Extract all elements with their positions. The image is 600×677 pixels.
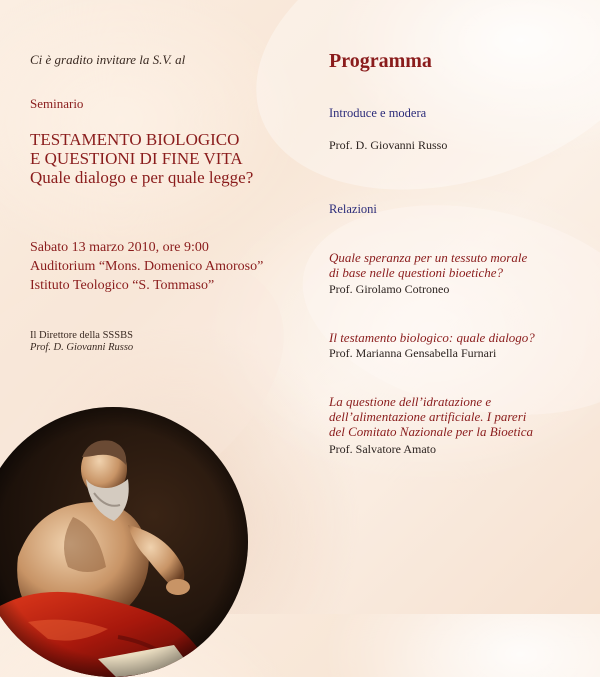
- event-date: Sabato 13 marzo 2010, ore 9:00: [30, 240, 209, 255]
- talk-title-line: di base nelle questioni bioetiche?: [329, 265, 504, 280]
- talk-speaker: Prof. Salvatore Amato: [329, 442, 436, 456]
- talks-label: Relazioni: [329, 202, 377, 216]
- seminar-label: Seminario: [30, 96, 84, 111]
- saint-jerome-painting: [0, 407, 248, 677]
- intro-label: Introduce e modera: [329, 106, 427, 120]
- invitation-text: Ci è gradito invitare la S.V. al: [30, 52, 186, 67]
- talk-title-line: del Comitato Nazionale per la Bioetica: [329, 424, 534, 439]
- event-venue: Auditorium “Mons. Domenico Amoroso”: [30, 259, 264, 274]
- talk-title-line: Il testamento biologico: quale dialogo?: [329, 330, 535, 345]
- talk-title-line: dell’alimentazione artificiale. I pareri: [329, 409, 527, 424]
- seminar-title-line: E QUESTIONI DI FINE VITA: [30, 149, 243, 168]
- talk-title: [329, 330, 535, 345]
- talk-title-line: La questione dell’idratazione e: [329, 394, 492, 409]
- talk-speaker: Prof. Girolamo Cotroneo: [329, 282, 450, 296]
- event-institute: Istituto Teologico “S. Tommaso”: [30, 278, 215, 293]
- director-signature: [30, 330, 133, 354]
- seminar-subtitle: Quale dialogo e per quale legge?: [30, 168, 254, 187]
- director-name: Prof. D. Giovanni Russo: [30, 342, 134, 353]
- talk-title: [329, 250, 527, 280]
- talk-speaker: Prof. Marianna Gensabella Furnari: [329, 346, 497, 360]
- event-details: [30, 238, 263, 295]
- seminar-title: [30, 130, 253, 187]
- program-title: Programma: [329, 50, 432, 72]
- seminar-title-line: TESTAMENTO BIOLOGICO: [30, 130, 240, 149]
- talk-title: [329, 394, 533, 439]
- moderator-name: Prof. D. Giovanni Russo: [329, 138, 448, 152]
- talk-title-line: Quale speranza per un tessuto morale: [329, 250, 528, 265]
- director-role: Il Direttore della SSSBS: [30, 330, 133, 341]
